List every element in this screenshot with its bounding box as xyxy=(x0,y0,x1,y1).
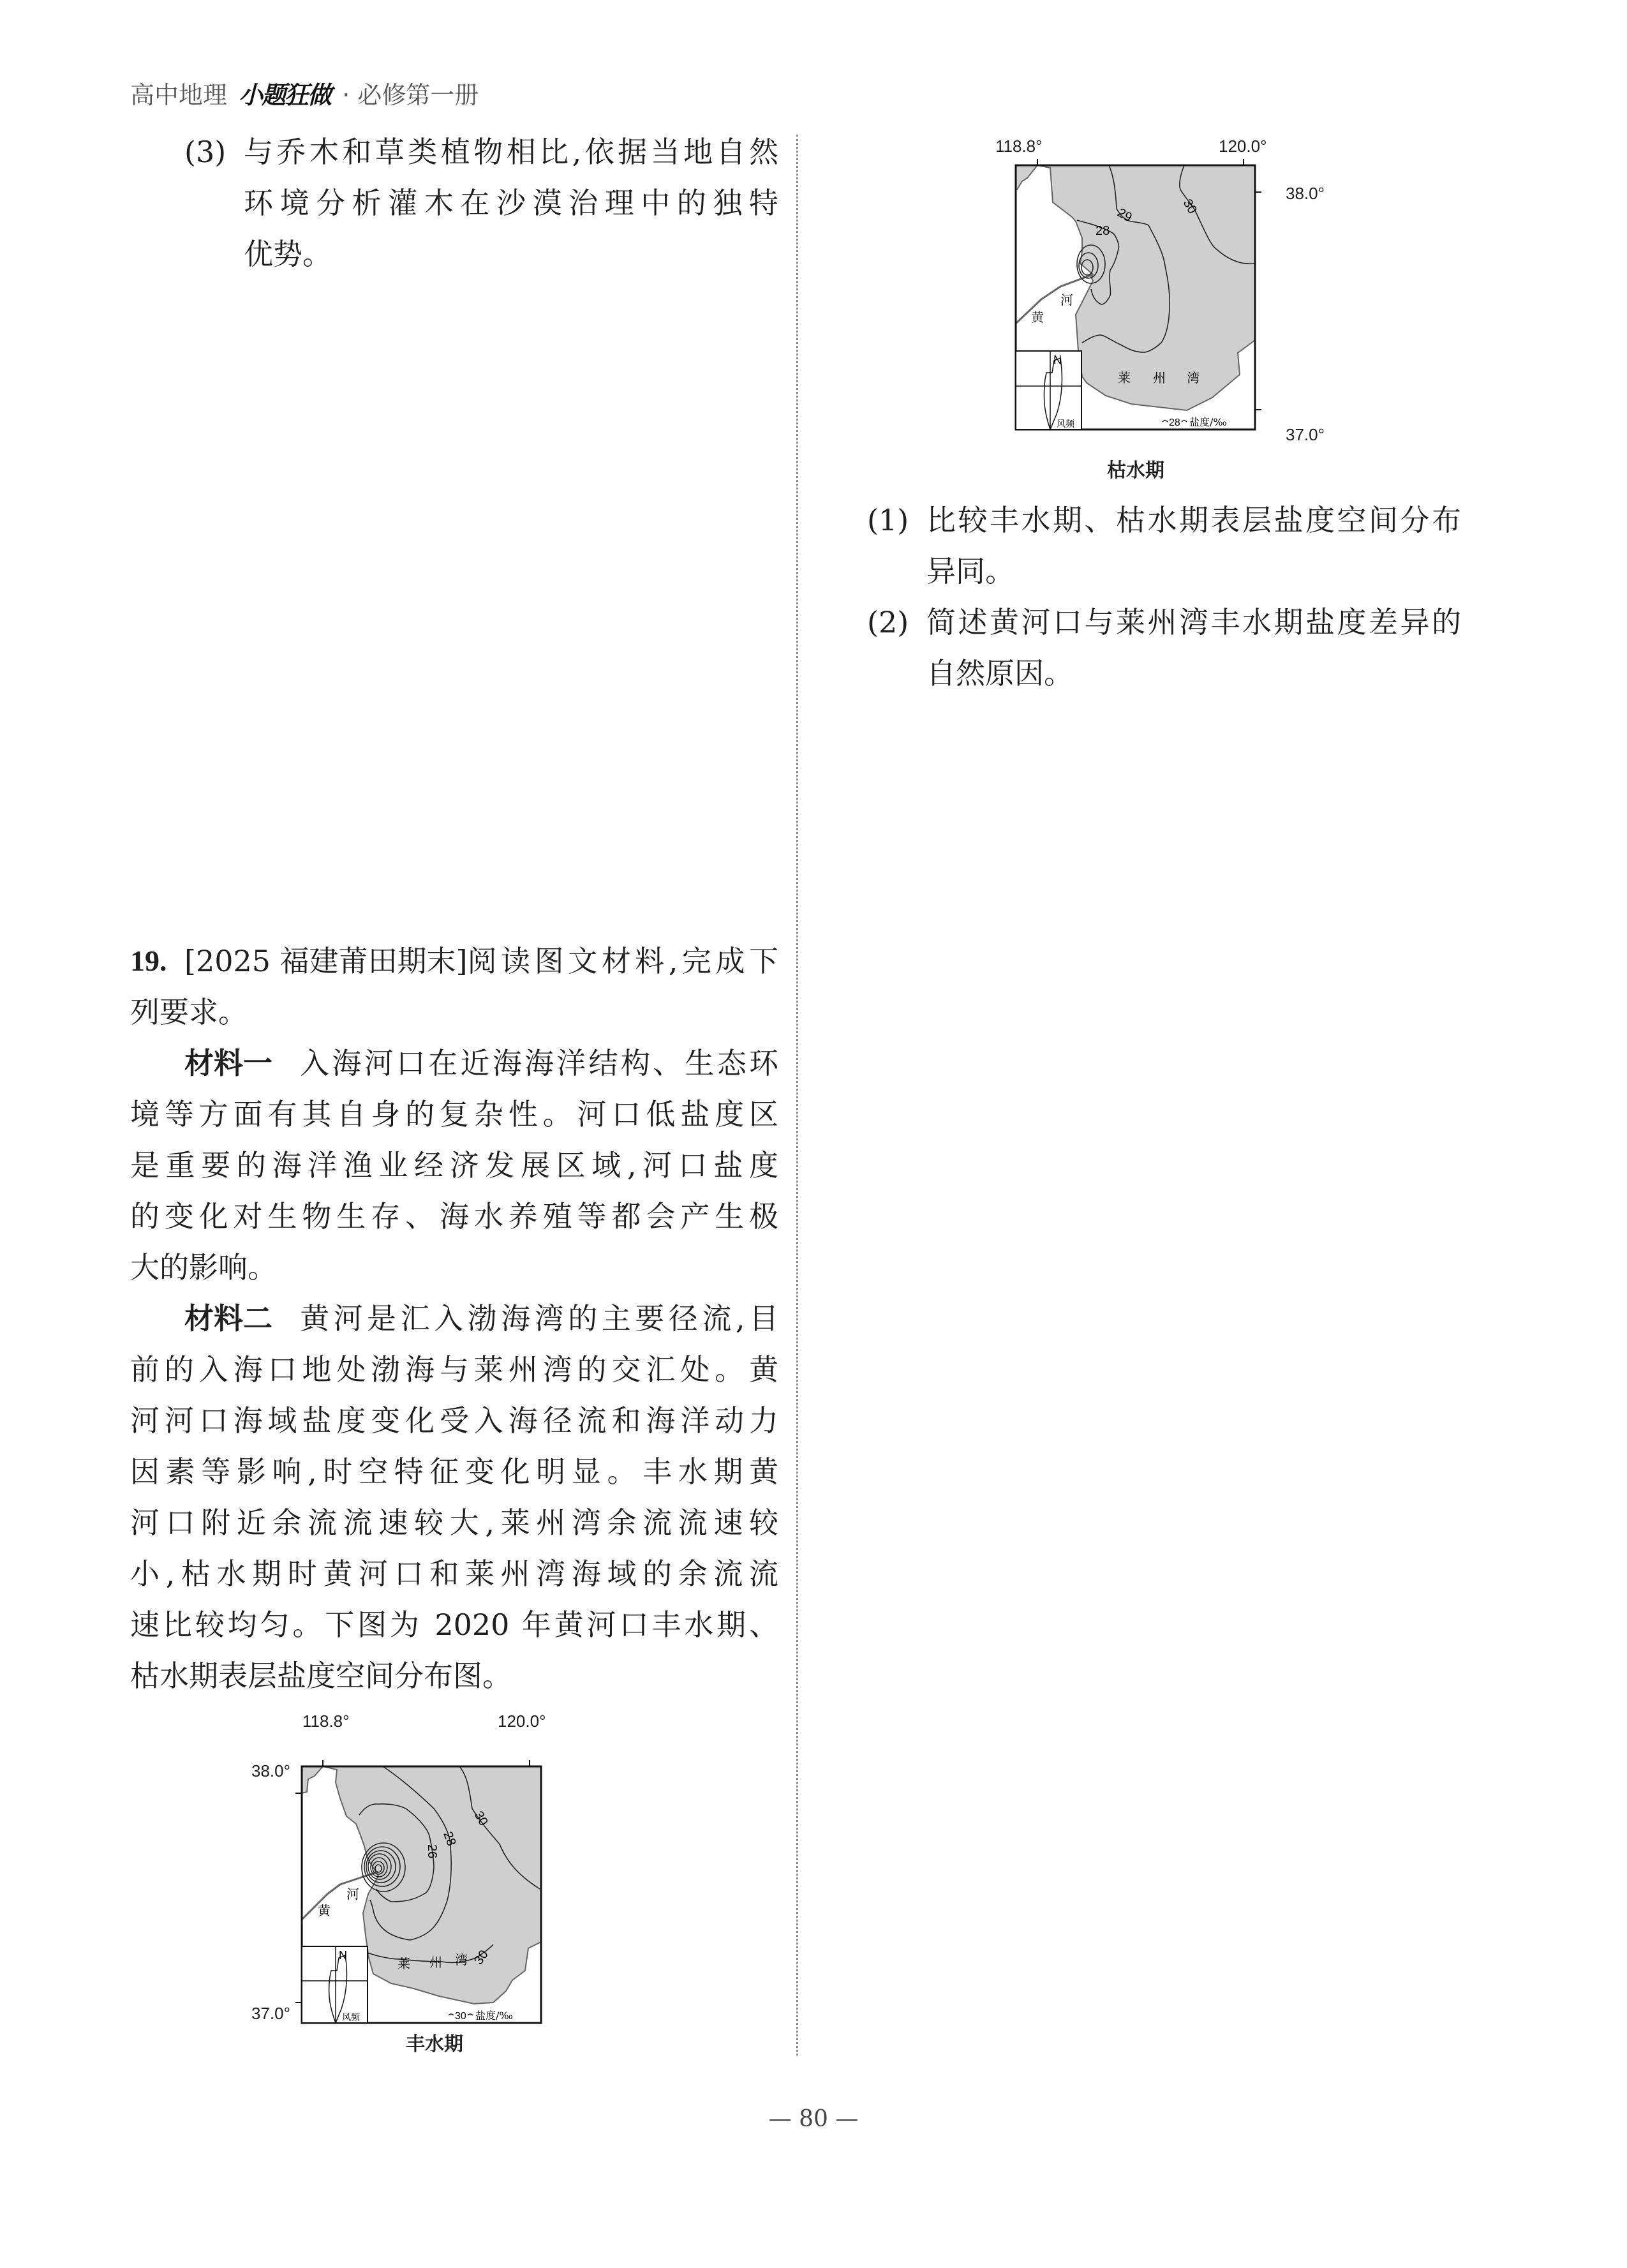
dry-season-salinity-map xyxy=(1016,165,1255,429)
contour-label: 30 xyxy=(1180,197,1200,216)
material1-line: 境等方面有其自身的复杂性。河口低盐度区 xyxy=(130,1097,778,1131)
lat-tick-label: 37.0° xyxy=(1286,425,1325,444)
contour-label: 30 xyxy=(472,1948,491,1967)
contour-label: 30 xyxy=(471,1809,491,1828)
lat-tick-label: 38.0° xyxy=(251,1761,291,1780)
q19-1-line: 异同。 xyxy=(926,554,1014,588)
q19-2-line: 简述黄河口与莱州湾丰水期盐度差异的 xyxy=(926,605,1461,639)
running-header xyxy=(130,75,479,110)
material2-line: 黄河是汇入渤海湾的主要径流,目 xyxy=(300,1301,778,1336)
bay-label: 莱 xyxy=(1118,370,1131,385)
material2-line: 小,枯水期时黄河口和莱州湾海域的余流流 xyxy=(130,1556,778,1591)
header-volume: 必修第一册 xyxy=(357,81,479,109)
material1-line: 入海河口在近海海洋结构、生态环 xyxy=(300,1046,778,1080)
q19-1-number: (1) xyxy=(867,503,909,537)
q19-intro xyxy=(184,936,778,987)
wind-frequency-label: 风频 xyxy=(1057,419,1074,429)
map-caption: 丰水期 xyxy=(406,2034,463,2055)
legend xyxy=(1163,416,1227,428)
lon-tick-label: 120.0° xyxy=(498,1712,546,1731)
bay-label: 州 xyxy=(1153,370,1166,385)
legend xyxy=(449,2010,513,2022)
contour-label: 29 xyxy=(1115,205,1134,225)
material1-label: 材料一 xyxy=(184,1046,272,1080)
column-divider xyxy=(796,135,798,2055)
wind-frequency-label: 风频 xyxy=(342,2013,360,2023)
river-label: 黄 xyxy=(318,1903,331,1918)
river-label: 河 xyxy=(1060,292,1073,308)
contour-label: 26 xyxy=(425,1844,439,1859)
material2-line: 前的入海口地处渤海与莱州湾的交汇处。黄 xyxy=(130,1352,778,1387)
contour-label: 28 xyxy=(440,1830,459,1848)
river-label: 黄 xyxy=(1031,310,1044,325)
q18-3-number: (3) xyxy=(184,135,227,169)
material2-label: 材料二 xyxy=(184,1301,272,1336)
bay-label: 州 xyxy=(429,1955,442,1970)
material1-line: 的变化对生物生存、海水养殖等都会产生极 xyxy=(130,1199,778,1234)
header-brand-logo: 小题狂做 xyxy=(239,81,331,109)
material2-line: 河河口海域盐度变化受入海径流和海洋动力 xyxy=(130,1403,778,1438)
q19-source: [2025 福建莆田期末] xyxy=(184,944,468,978)
lon-tick-label: 120.0° xyxy=(1219,137,1267,156)
bay-label: 莱 xyxy=(397,1956,410,1971)
lat-tick-label: 37.0° xyxy=(251,2004,291,2023)
header-subject: 高中地理 xyxy=(130,81,228,109)
q19-2-line: 自然原因。 xyxy=(926,656,1073,690)
q19-2-number: (2) xyxy=(867,605,909,639)
material2-line: 枯水期表层盐度空间分布图。 xyxy=(130,1659,512,1693)
material1-line: 大的影响。 xyxy=(130,1250,277,1285)
bay-label: 湾 xyxy=(455,1952,468,1967)
material1-line: 是重要的海洋渔业经济发展区域,河口盐度 xyxy=(130,1148,778,1182)
q19-number: 19. xyxy=(130,944,167,977)
q19-intro-line: 列要求。 xyxy=(130,995,248,1029)
q19-1-line: 比较丰水期、枯水期表层盐度空间分布 xyxy=(926,503,1461,537)
north-label: N xyxy=(1053,354,1062,366)
header-separator: · xyxy=(342,81,350,109)
legend-value: 28 xyxy=(1169,417,1180,428)
material2-line: 速比较均匀。下图为 2020 年黄河口丰水期、 xyxy=(130,1608,778,1642)
lat-tick-label: 38.0° xyxy=(1286,184,1325,203)
contour-label: 28 xyxy=(1096,224,1110,238)
bay-label: 湾 xyxy=(1187,370,1200,385)
q19-intro-line: 阅读图文材料,完成下 xyxy=(467,944,778,978)
q18-3-line: 与乔木和草类植物相比,依据当地自然 xyxy=(244,135,778,169)
map-caption: 枯水期 xyxy=(1107,460,1164,481)
lon-tick-label: 118.8° xyxy=(995,137,1043,156)
q18-3-line: 优势。 xyxy=(244,237,332,271)
north-label: N xyxy=(339,1949,347,1962)
material2-line: 因素等影响,时空特征变化明显。丰水期黄 xyxy=(130,1454,778,1489)
page-number: — 80 — xyxy=(768,2106,859,2132)
legend-value: 30 xyxy=(455,2011,466,2022)
wind-frequency-inset xyxy=(1016,351,1081,429)
legend-text: 盐度/‰ xyxy=(1189,416,1227,428)
legend-text: 盐度/‰ xyxy=(475,2010,513,2022)
lon-tick-label: 118.8° xyxy=(302,1712,350,1731)
q18-3-line: 环境分析灌木在沙漠治理中的独特 xyxy=(244,186,778,220)
material2-line: 河口附近余流流速较大,莱州湾余流流速较 xyxy=(130,1505,778,1540)
river-label: 河 xyxy=(346,1886,359,1902)
wind-frequency-inset xyxy=(302,1946,368,2023)
wet-season-salinity-map xyxy=(302,1766,541,2023)
